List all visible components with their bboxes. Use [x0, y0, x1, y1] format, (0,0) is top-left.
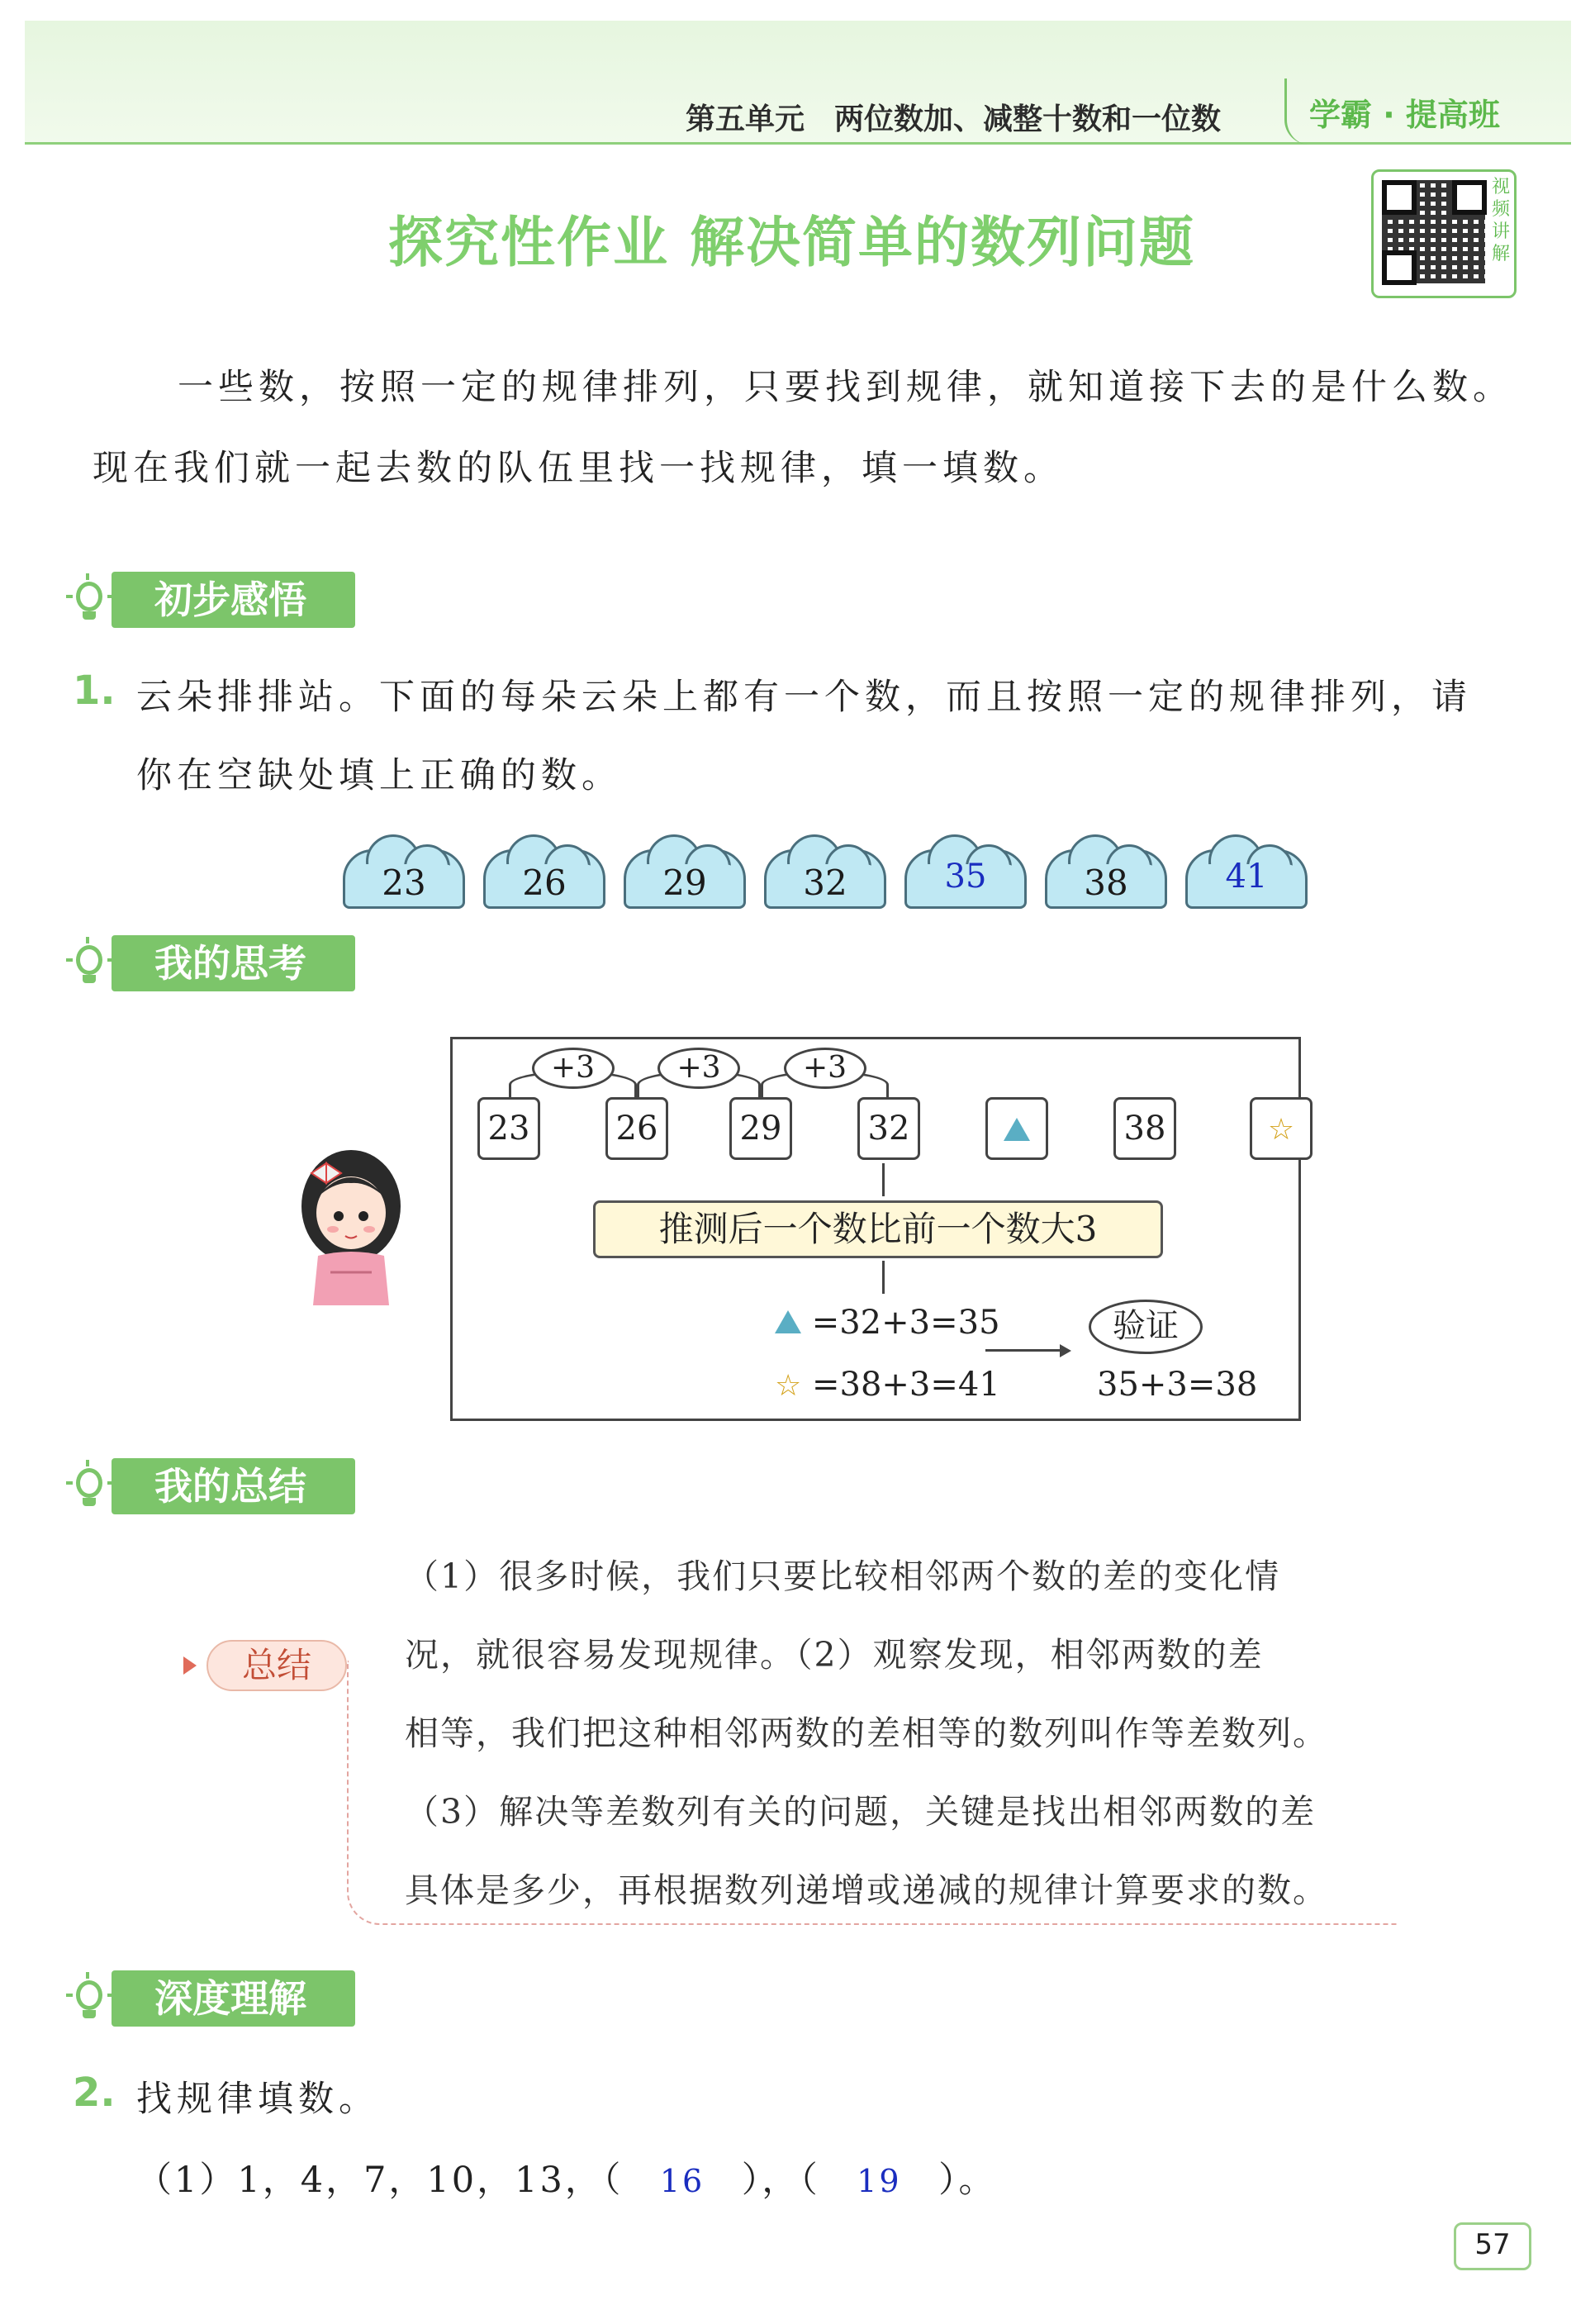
section-header-thinking — [0, 935, 363, 991]
increment-label: +3 — [532, 1048, 615, 1089]
triangle-icon — [775, 1310, 801, 1333]
cloud-number — [483, 834, 605, 909]
arrow-down — [882, 1163, 885, 1196]
summary-line: （3）解决等差数列有关的问题，关键是找出相邻两数的差 — [405, 1792, 1317, 1832]
number-box: 26 — [605, 1097, 668, 1160]
qr-corner — [1382, 250, 1417, 285]
answer-blank[interactable]: 16 — [659, 2163, 705, 2199]
qr-corner — [1382, 180, 1417, 215]
verify-equation: 35+3=38 — [1097, 1366, 1258, 1404]
brand-name: 学霸 · 提高班 — [1309, 97, 1500, 133]
triangle-icon — [1004, 1118, 1030, 1141]
sequence-text: ），（ — [741, 2160, 820, 2201]
cloud-value: 26 — [522, 863, 567, 903]
cloud-number[interactable] — [904, 834, 1027, 909]
lightbulb-icon — [66, 1975, 114, 2023]
answer-blank[interactable]: 19 — [857, 2163, 902, 2199]
star-icon: ☆ — [775, 1369, 802, 1403]
lightbulb-icon — [66, 1463, 114, 1511]
triangle-equation — [775, 1304, 1000, 1342]
cloud-value: 23 — [382, 863, 426, 903]
cloud-number — [1045, 834, 1167, 909]
cloud-answer: 35 — [944, 858, 987, 896]
verify-label: 验证 — [1089, 1300, 1203, 1354]
number-box: 38 — [1113, 1097, 1176, 1160]
intro-line-1: 一些数，按照一定的规律排列，只要找到规律，就知道接下去的是什么数。 — [178, 367, 1513, 408]
cloud-value: 29 — [662, 863, 707, 903]
qr-video-label: 视频讲解 — [1491, 177, 1510, 264]
arrow-right — [985, 1349, 1060, 1352]
sequence-text: ）。 — [938, 2160, 997, 2201]
triangle-pointer-icon — [183, 1656, 197, 1675]
star-equation — [775, 1366, 1000, 1404]
unit-title: 第五单元 两位数加、减整十数和一位数 — [686, 102, 1222, 136]
sequence-question — [136, 2152, 997, 2203]
problem-text: 云朵排排站。下面的每朵云朵上都有一个数，而且按照一定的规律排列，请 — [136, 677, 1472, 718]
girl-illustration — [293, 1140, 409, 1305]
qr-code[interactable] — [1371, 169, 1517, 298]
qr-corner — [1452, 180, 1487, 215]
problem-text: 你在空缺处填上正确的数。 — [136, 755, 622, 796]
increment-label: +3 — [657, 1048, 740, 1089]
page-number: 57 — [1454, 2222, 1531, 2270]
summary-line: （1）很多时候，我们只要比较相邻两个数的差的变化情 — [405, 1556, 1281, 1596]
problem-text: 找规律填数。 — [136, 2079, 379, 2120]
arrow-head — [1060, 1344, 1071, 1357]
equation-text: =32+3=35 — [811, 1304, 1000, 1342]
section-title: 我的思考 — [112, 935, 355, 991]
section-header-summary — [0, 1458, 363, 1514]
cloud-number — [624, 834, 746, 909]
number-box: 23 — [477, 1097, 540, 1160]
section-title: 初步感悟 — [112, 572, 355, 628]
sequence-text: （1）1，4，7，10，13，（ — [136, 2160, 624, 2201]
problem-number: 1. — [73, 668, 116, 714]
intro-line-2: 现在我们就一起去数的队伍里找一找规律，填一填数。 — [93, 448, 1064, 489]
cloud-value: 32 — [803, 863, 847, 903]
arrow-down — [882, 1261, 885, 1294]
increment-label: +3 — [784, 1048, 866, 1089]
triangle-box — [985, 1097, 1048, 1160]
lightbulb-icon — [66, 577, 114, 625]
inference-box: 推测后一个数比前一个数大3 — [593, 1200, 1163, 1258]
number-box: 32 — [857, 1097, 920, 1160]
star-icon: ☆ — [1267, 1113, 1295, 1147]
summary-tag: 总结 — [206, 1640, 347, 1691]
section-header-deep-understanding — [0, 1970, 363, 2027]
cloud-number — [343, 834, 465, 909]
reasoning-diagram — [450, 1037, 1301, 1421]
star-box — [1250, 1097, 1313, 1160]
equation-text: =38+3=41 — [812, 1366, 1000, 1404]
section-header-preliminary — [0, 572, 363, 628]
page-title: 探究性作业 解决简单的数列问题 — [388, 211, 1195, 274]
summary-line: 相等，我们把这种相邻两数的差相等的数列叫作等差数列。 — [405, 1713, 1328, 1753]
section-title: 深度理解 — [112, 1970, 355, 2027]
cloud-answer: 41 — [1225, 858, 1268, 896]
number-box: 29 — [729, 1097, 792, 1160]
summary-line: 具体是多少，再根据数列递增或递减的规律计算要求的数。 — [405, 1870, 1328, 1910]
lightbulb-icon — [66, 940, 114, 988]
summary-line: 况，就很容易发现规律。（2）观察发现，相邻两数的差 — [405, 1635, 1264, 1675]
cloud-number[interactable] — [1185, 834, 1308, 909]
cloud-number — [764, 834, 886, 909]
problem-number: 2. — [73, 2070, 116, 2116]
section-title: 我的总结 — [112, 1458, 355, 1514]
cloud-value: 38 — [1084, 863, 1128, 903]
